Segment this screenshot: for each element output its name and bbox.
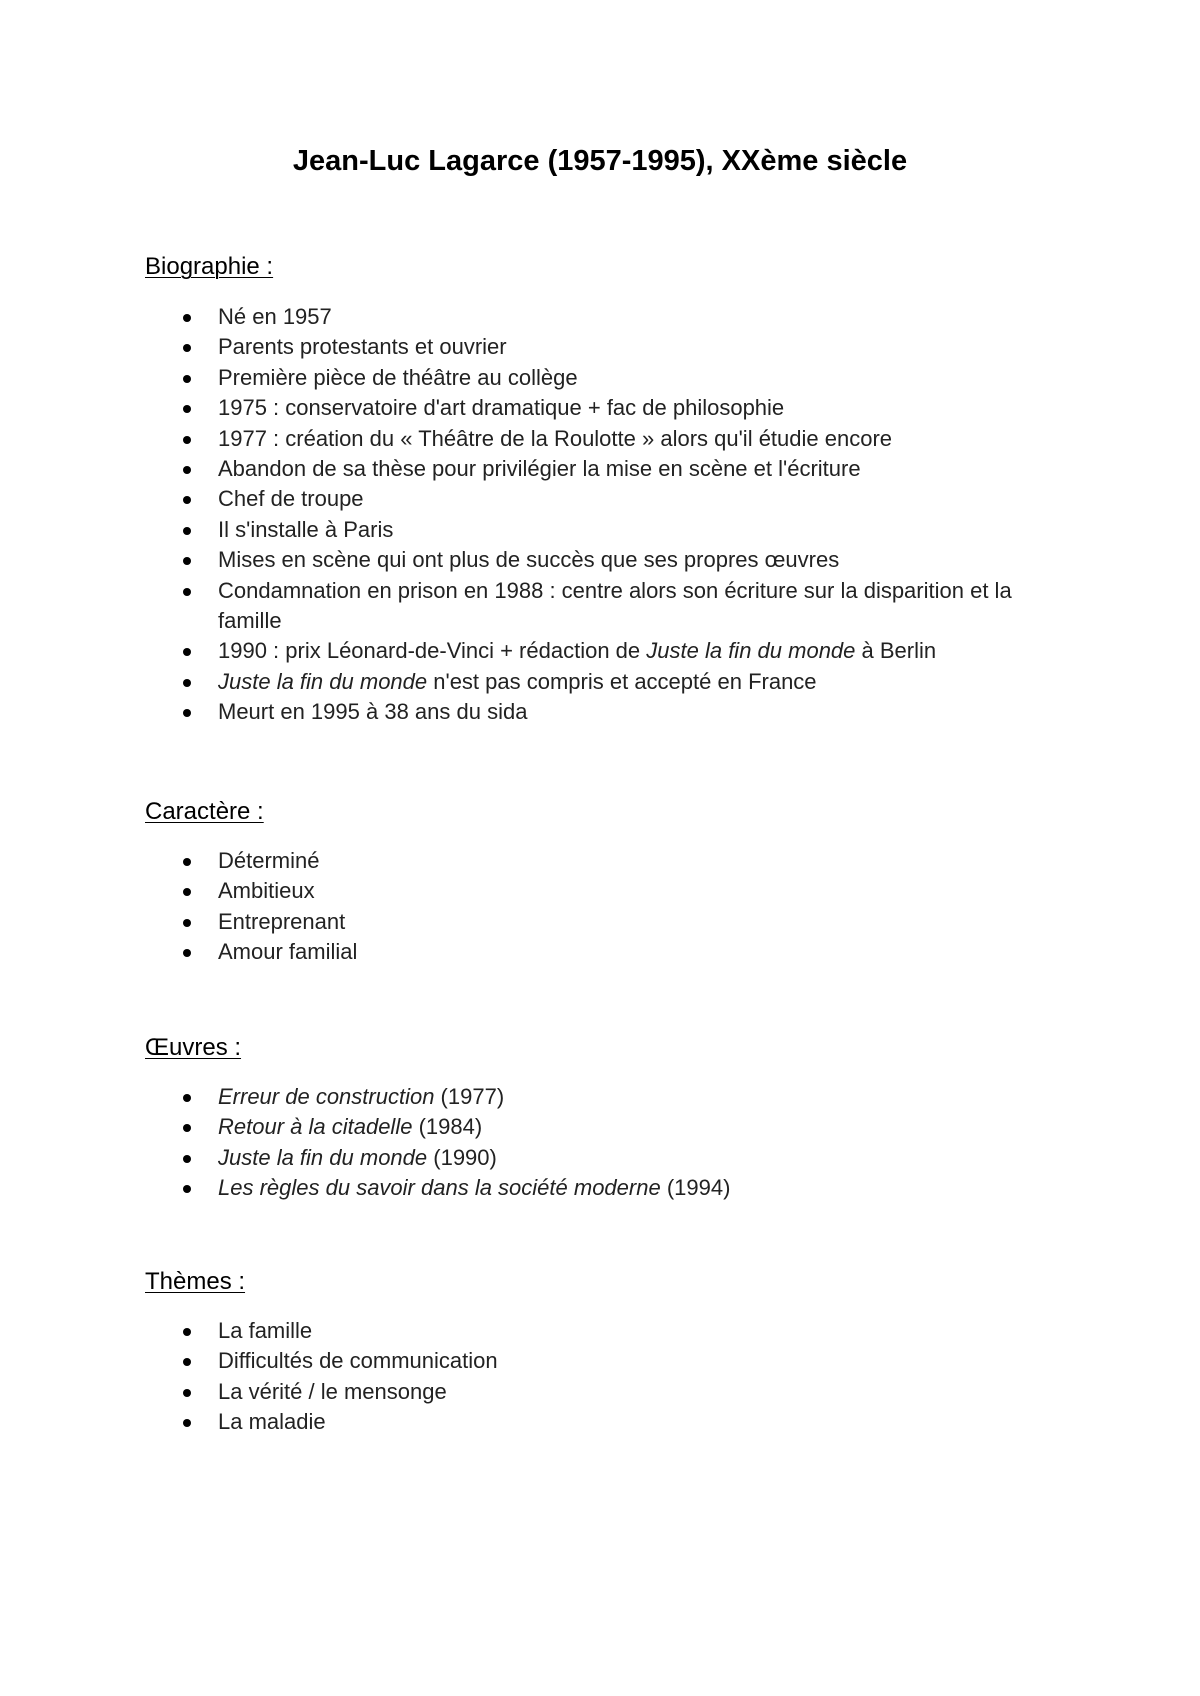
list-item: La vérité / le mensonge	[145, 1377, 1075, 1407]
list-item	[145, 1143, 1075, 1173]
section-heading-oeuvres: Œuvres :	[145, 1034, 242, 1061]
item-text: (1977)	[434, 1084, 505, 1109]
list-item: Meurt en 1995 à 38 ans du sida	[145, 697, 1075, 727]
list-item: 1975 : conservatoire d'art dramatique + fac de philosophie	[145, 393, 1075, 423]
caractere-list	[145, 846, 1075, 968]
italic-title-text: Erreur de construction	[218, 1084, 435, 1109]
list-item: La maladie	[145, 1407, 1075, 1437]
list-item: Déterminé	[145, 846, 1075, 876]
list-item	[145, 636, 1075, 666]
item-text: (1994)	[660, 1175, 731, 1201]
list-item: Parents protestants et ouvrier	[145, 332, 1075, 362]
item-text: (1984)	[412, 1114, 483, 1140]
list-item: Condamnation en prison en 1988 : centre alors son écriture sur la disparition et la famille	[145, 576, 1075, 637]
list-item: Première pièce de théâtre au collège	[145, 363, 1075, 393]
italic-title-text: Les règles du savoir dans la société moderne	[218, 1175, 661, 1201]
item-text: n'est pas compris et accepté en France	[427, 668, 817, 694]
list-item: Difficultés de communication	[145, 1346, 1075, 1376]
list-item: Ambitieux	[145, 876, 1075, 906]
list-item: 1977 : création du « Théâtre de la Roulotte » alors qu'il étudie encore	[145, 424, 1075, 454]
italic-title-text: Retour à la citadelle	[218, 1114, 413, 1140]
page-title: Jean-Luc Lagarce (1957-1995), XXème siècle	[292, 145, 908, 177]
list-item: La famille	[145, 1316, 1075, 1346]
italic-title-text: Juste la fin du monde	[646, 638, 856, 664]
list-item: Chef de troupe	[145, 484, 1075, 514]
italic-title-text: Juste la fin du monde	[218, 668, 428, 694]
biographie-list	[145, 302, 1075, 728]
item-text: (1990)	[427, 1144, 497, 1170]
item-text: 1990 : prix Léonard-de-Vinci + rédaction de	[218, 638, 647, 664]
list-item: Abandon de sa thèse pour privilégier la mise en scène et l'écriture	[145, 454, 1075, 484]
list-item: Mises en scène qui ont plus de succès que ses propres œuvres	[145, 545, 1075, 575]
list-item: Amour familial	[145, 937, 1075, 967]
list-item: Entreprenant	[145, 907, 1075, 937]
list-item	[145, 1082, 1075, 1112]
list-item: Né en 1957	[145, 302, 1075, 332]
list-item	[145, 1173, 1075, 1203]
italic-title-text: Juste la fin du monde	[218, 1144, 428, 1170]
list-item	[145, 1112, 1075, 1142]
section-heading-themes: Thèmes :	[145, 1268, 246, 1295]
item-text: à Berlin	[855, 638, 937, 664]
section-heading-caractere: Caractère :	[145, 798, 264, 825]
section-heading-biographie: Biographie :	[145, 253, 274, 280]
themes-list	[145, 1316, 1075, 1438]
list-item	[145, 667, 1075, 697]
list-item: Il s'installe à Paris	[145, 515, 1075, 545]
oeuvres-list	[145, 1082, 1075, 1204]
